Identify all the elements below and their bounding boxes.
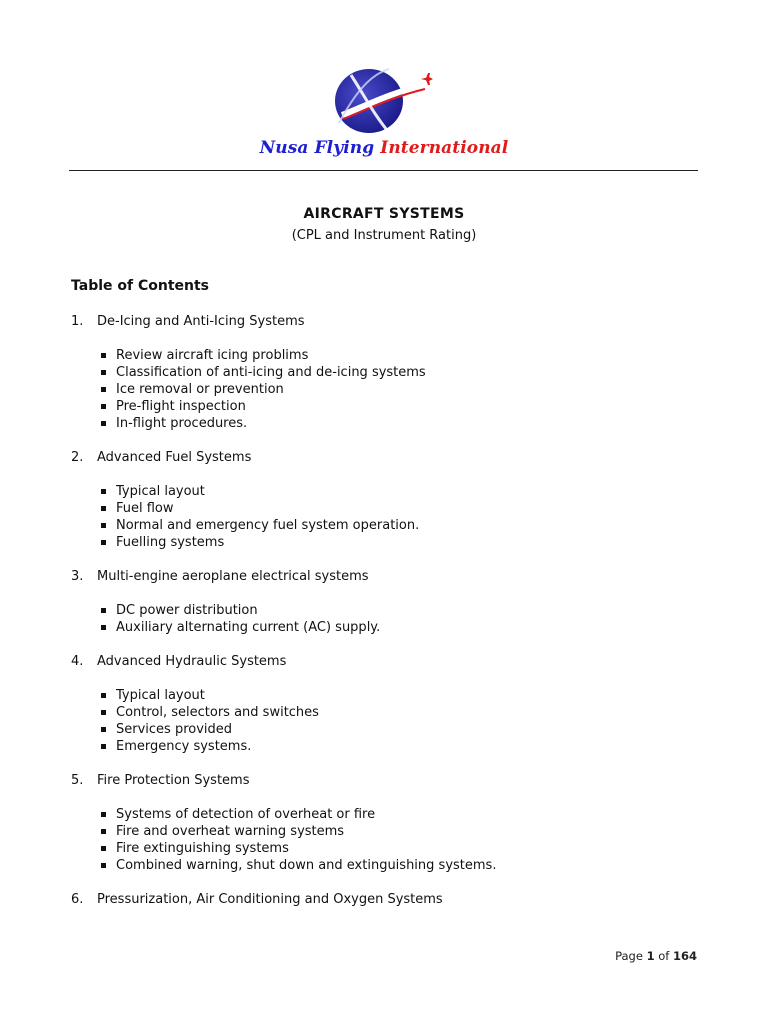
toc-section-title bbox=[71, 653, 711, 670]
toc-bullet-list bbox=[71, 347, 711, 432]
toc-section bbox=[71, 772, 711, 874]
toc-bullet-text: Emergency systems. bbox=[116, 739, 252, 754]
toc-bullet-text: Combined warning, shut down and extinguishing systems. bbox=[116, 858, 497, 873]
toc-section-number: 6. bbox=[71, 892, 84, 907]
toc-bullet-item bbox=[71, 619, 711, 636]
header bbox=[0, 55, 768, 145]
total-pages-number: 164 bbox=[672, 949, 697, 963]
toc-bullet-item bbox=[71, 483, 711, 500]
square-bullet-icon bbox=[101, 744, 106, 749]
square-bullet-icon bbox=[101, 846, 106, 851]
square-bullet-icon bbox=[101, 540, 106, 545]
toc-bullet-text: Fuel flow bbox=[116, 501, 174, 516]
toc-bullet-list bbox=[71, 483, 711, 551]
square-bullet-icon bbox=[101, 608, 106, 613]
toc-section bbox=[71, 449, 711, 551]
document-subtitle: (CPL and Instrument Rating) bbox=[291, 228, 477, 243]
toc-bullet-item bbox=[71, 704, 711, 721]
toc-section-label: Advanced Hydraulic Systems bbox=[97, 654, 287, 669]
square-bullet-icon bbox=[101, 353, 106, 358]
toc-bullet-text: Fire extinguishing systems bbox=[116, 841, 289, 856]
toc-bullet-item bbox=[71, 687, 711, 704]
toc-bullet-item bbox=[71, 602, 711, 619]
toc-section-title bbox=[71, 313, 711, 330]
square-bullet-icon bbox=[101, 506, 106, 511]
toc-bullet-list bbox=[71, 806, 711, 874]
toc-section-label: Pressurization, Air Conditioning and Oxygen Systems bbox=[97, 892, 443, 907]
toc-section-number: 1. bbox=[71, 314, 84, 329]
toc-bullet-item bbox=[71, 806, 711, 823]
brand-name-part2: International bbox=[380, 138, 509, 158]
square-bullet-icon bbox=[101, 812, 106, 817]
toc-section-title bbox=[71, 891, 711, 908]
toc-bullet-item bbox=[71, 398, 711, 415]
brand-name-part1: Nusa Flying bbox=[259, 138, 375, 158]
header-divider bbox=[69, 170, 698, 171]
document-title: AIRCRAFT SYSTEMS bbox=[303, 206, 465, 222]
toc-section bbox=[71, 653, 711, 755]
toc-bullet-item bbox=[71, 517, 711, 534]
toc-bullet-item bbox=[71, 738, 711, 755]
toc-bullet-text: Normal and emergency fuel system operation. bbox=[116, 518, 420, 533]
toc-section-number: 3. bbox=[71, 569, 84, 584]
toc-section-label: Multi-engine aeroplane electrical systems bbox=[97, 569, 369, 584]
square-bullet-icon bbox=[101, 625, 106, 630]
square-bullet-icon bbox=[101, 863, 106, 868]
toc-bullet-item bbox=[71, 500, 711, 517]
toc-bullet-item bbox=[71, 721, 711, 738]
square-bullet-icon bbox=[101, 829, 106, 834]
toc-section-number: 4. bbox=[71, 654, 84, 669]
toc-bullet-item bbox=[71, 364, 711, 381]
toc-bullet-text: Control, selectors and switches bbox=[116, 705, 319, 720]
toc-section-label: De-Icing and Anti-Icing Systems bbox=[97, 314, 305, 329]
table-of-contents bbox=[71, 313, 711, 925]
toc-section-title bbox=[71, 449, 711, 466]
toc-section-title bbox=[71, 568, 711, 585]
toc-bullet-item bbox=[71, 534, 711, 551]
toc-section-title bbox=[71, 772, 711, 789]
square-bullet-icon bbox=[101, 523, 106, 528]
page-label: Page bbox=[615, 949, 643, 963]
toc-section-number: 2. bbox=[71, 450, 84, 465]
toc-bullet-text: Fuelling systems bbox=[116, 535, 225, 550]
toc-bullet-text: DC power distribution bbox=[116, 603, 258, 618]
toc-section-label: Advanced Fuel Systems bbox=[97, 450, 252, 465]
square-bullet-icon bbox=[101, 727, 106, 732]
square-bullet-icon bbox=[101, 693, 106, 698]
toc-bullet-item bbox=[71, 415, 711, 432]
toc-bullet-text: In-flight procedures. bbox=[116, 416, 248, 431]
toc-bullet-item bbox=[71, 823, 711, 840]
toc-bullet-list bbox=[71, 602, 711, 636]
toc-bullet-text: Auxiliary alternating current (AC) supply. bbox=[116, 620, 381, 635]
square-bullet-icon bbox=[101, 489, 106, 494]
brand-name bbox=[0, 138, 768, 158]
toc-bullet-text: Ice removal or prevention bbox=[116, 382, 284, 397]
current-page-number: 1 bbox=[646, 949, 655, 963]
toc-bullet-text: Classification of anti-icing and de-icing systems bbox=[116, 365, 426, 380]
toc-heading: Table of Contents bbox=[71, 278, 210, 294]
toc-bullet-text: Pre-flight inspection bbox=[116, 399, 246, 414]
page-of-label: of bbox=[658, 949, 670, 963]
toc-bullet-item bbox=[71, 347, 711, 364]
toc-bullet-text: Services provided bbox=[116, 722, 233, 737]
square-bullet-icon bbox=[101, 370, 106, 375]
square-bullet-icon bbox=[101, 404, 106, 409]
toc-bullet-text: Typical layout bbox=[116, 688, 205, 703]
square-bullet-icon bbox=[101, 387, 106, 392]
toc-section-number: 5. bbox=[71, 773, 84, 788]
toc-bullet-item bbox=[71, 381, 711, 398]
toc-bullet-item bbox=[71, 840, 711, 857]
toc-bullet-text: Fire and overheat warning systems bbox=[116, 824, 345, 839]
toc-bullet-item bbox=[71, 857, 711, 874]
toc-bullet-text: Review aircraft icing problims bbox=[116, 348, 309, 363]
airline-globe-logo-icon bbox=[329, 55, 439, 145]
square-bullet-icon bbox=[101, 710, 106, 715]
square-bullet-icon bbox=[101, 421, 106, 426]
toc-bullet-text: Typical layout bbox=[116, 484, 205, 499]
toc-section bbox=[71, 568, 711, 636]
toc-bullet-text: Systems of detection of overheat or fire bbox=[116, 807, 376, 822]
toc-section bbox=[71, 891, 711, 908]
toc-section bbox=[71, 313, 711, 432]
toc-section-label: Fire Protection Systems bbox=[97, 773, 250, 788]
toc-bullet-list bbox=[71, 687, 711, 755]
page-footer bbox=[615, 949, 697, 963]
